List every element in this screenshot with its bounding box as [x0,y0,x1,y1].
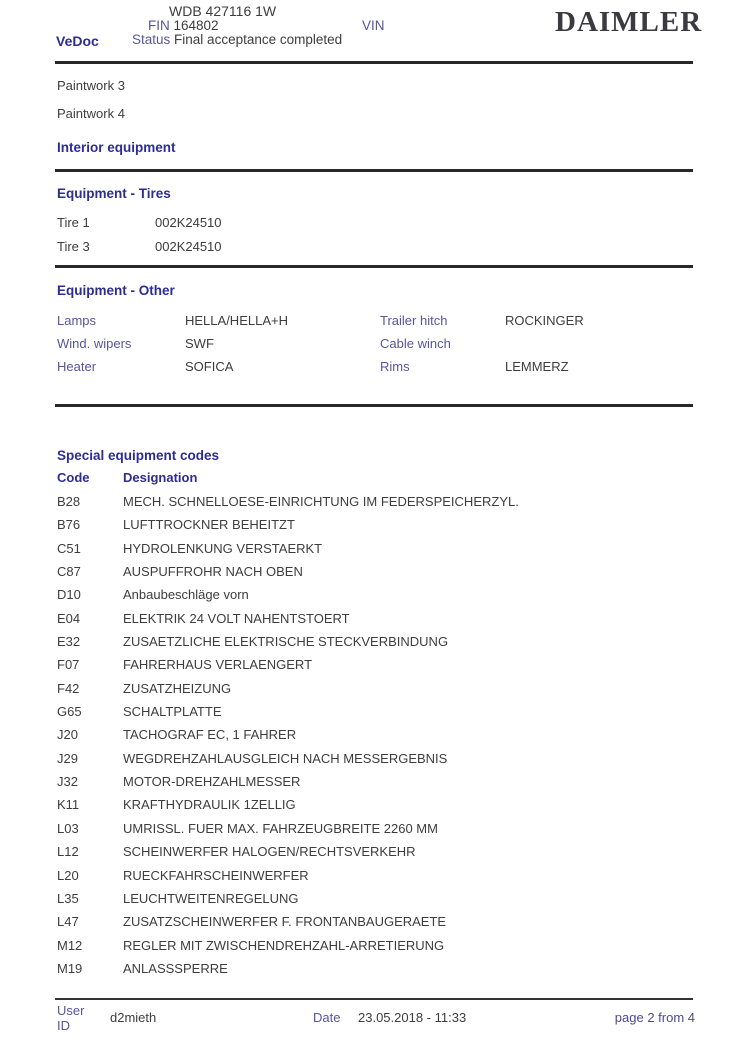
table-row [57,336,697,356]
table-row [57,313,697,333]
status-value: Final acceptance completed [174,32,343,47]
divider [55,169,693,172]
code-cell: G65 [57,704,82,720]
date-value: 23.05.2018 - 11:33 [358,1010,467,1025]
code-cell: C87 [57,564,81,580]
table-row [57,515,717,538]
table-row [57,492,717,515]
code-cell: L12 [57,844,79,860]
table-row [57,725,717,748]
designation-cell: WEGDREHZAHLAUSGLEICH NACH MESSERGEBNIS [123,750,448,766]
designation-cell: SCHALTPLATTE [123,704,222,720]
status-line [132,32,342,47]
tire-3-label: Tire 3 [57,239,90,254]
code-cell: L03 [57,820,79,836]
code-cell: J32 [57,774,78,790]
code-cell: E04 [57,610,81,626]
designation-cell: HYDROLENKUNG VERSTAERKT [123,540,323,556]
code-cell: B76 [57,517,81,533]
table-row [57,215,697,235]
designation-cell: ANLASSSPERRE [123,960,228,976]
designation-cell: RUECKFAHRSCHEINWERFER [123,867,309,883]
code-cell: L20 [57,867,79,883]
code-cell: J29 [57,750,78,766]
tire-3-value: 002K24510 [155,239,222,254]
tire-1-value: 002K24510 [155,215,222,230]
trailer-hitch-value: ROCKINGER [505,313,584,328]
table-row [57,679,717,702]
wdb-number: WDB 427116 1W [169,3,277,19]
designation-cell: FAHRERHAUS VERLAENGERT [123,657,313,673]
paintwork-3-label: Paintwork 3 [57,78,125,93]
special-codes-rows [57,492,717,982]
equipment-other-heading: Equipment - Other [57,283,175,298]
table-row [57,632,717,655]
divider [55,404,693,407]
status-label: Status [132,32,171,47]
codes-column-header [57,470,697,490]
designation-cell: LUFTTROCKNER BEHEITZT [123,517,295,533]
code-cell: C51 [57,540,81,556]
user-id-value: d2mieth [110,1010,157,1025]
wind-wipers-label: Wind. wipers [57,336,132,351]
code-cell: J20 [57,727,78,743]
designation-cell: KRAFTHYDRAULIK 1ZELLIG [123,797,296,813]
special-equipment-codes-heading: Special equipment codes [57,448,220,463]
interior-equipment-heading: Interior equipment [57,140,176,155]
table-row [57,562,717,585]
daimler-logo: DAIMLER [555,6,703,38]
designation-cell: LEUCHTWEITENREGELUNG [123,890,299,906]
heater-value: SOFICA [185,359,234,374]
rims-value: LEMMERZ [505,359,569,374]
divider [55,998,693,1000]
date-label: Date [313,1010,341,1025]
designation-cell: ZUSATZHEIZUNG [123,680,232,696]
table-row [57,702,717,725]
designation-cell: ZUSATZSCHEINWERFER F. FRONTANBAUGERAETE [123,914,447,930]
designation-cell: Anbaubeschläge vorn [123,587,249,603]
trailer-hitch-label: Trailer hitch [380,313,448,328]
code-cell: E32 [57,634,81,650]
code-cell: L35 [57,890,79,906]
table-row [57,585,717,608]
lamps-value: HELLA/HELLA+H [185,313,288,328]
table-row [57,842,717,865]
table-row [57,655,717,678]
heater-label: Heater [57,359,97,374]
fin-line [148,18,219,33]
table-row [57,359,697,379]
code-cell: L47 [57,914,79,930]
tire-1-label: Tire 1 [57,215,90,230]
designation-cell: TACHOGRAF EC, 1 FAHRER [123,727,297,743]
code-cell: D10 [57,587,81,603]
table-row [57,819,717,842]
table-row [57,795,717,818]
table-row [57,239,697,259]
code-cell: B28 [57,494,81,509]
wind-wipers-value: SWF [185,336,214,351]
code-cell: K11 [57,797,80,813]
table-row [57,749,717,772]
table-row [57,866,717,889]
code-cell: M12 [57,937,83,953]
table-row [57,936,717,959]
vedoc-app-title: VeDoc [56,33,99,49]
code-cell: F07 [57,657,80,673]
paintwork-4-label: Paintwork 4 [57,106,125,121]
designation-cell: REGLER MIT ZWISCHENDREHZAHL-ARRETIERUNG [123,937,445,953]
designation-cell: AUSPUFFROHR NACH OBEN [123,564,303,580]
designation-cell: MOTOR-DREHZAHLMESSER [123,774,301,790]
fin-value: 164802 [173,18,219,33]
code-cell: M19 [57,960,83,976]
designation-cell: MECH. SCHNELLOESE-EINRICHTUNG IM FEDERSPEICHERZYL. [123,494,519,509]
vin-label: VIN [362,18,385,33]
rims-label: Rims [380,359,410,374]
designation-cell: ELEKTRIK 24 VOLT NAHENTSTOERT [123,610,350,626]
designation-cell: ZUSAETZLICHE ELEKTRISCHE STECKVERBINDUNG [123,634,449,650]
divider [55,265,693,268]
code-column-header: Code [57,470,90,485]
table-row [57,609,717,632]
code-cell: F42 [57,680,80,696]
divider [55,61,693,64]
designation-cell: SCHEINWERFER HALOGEN/RECHTSVERKEHR [123,844,416,860]
cable-winch-label: Cable winch [380,336,451,351]
designation-cell: UMRISSL. FUER MAX. FAHRZEUGBREITE 2260 MM [123,820,438,836]
table-row [57,539,717,562]
table-row [57,772,717,795]
user-id-label: User ID [57,1003,85,1033]
table-row [57,912,717,935]
page-indicator: page 2 from 4 [614,1010,695,1025]
table-row [57,959,717,982]
lamps-label: Lamps [57,313,97,328]
designation-column-header: Designation [123,470,198,485]
equipment-tires-heading: Equipment - Tires [57,186,171,201]
table-row [57,889,717,912]
fin-label: FIN [148,18,170,33]
